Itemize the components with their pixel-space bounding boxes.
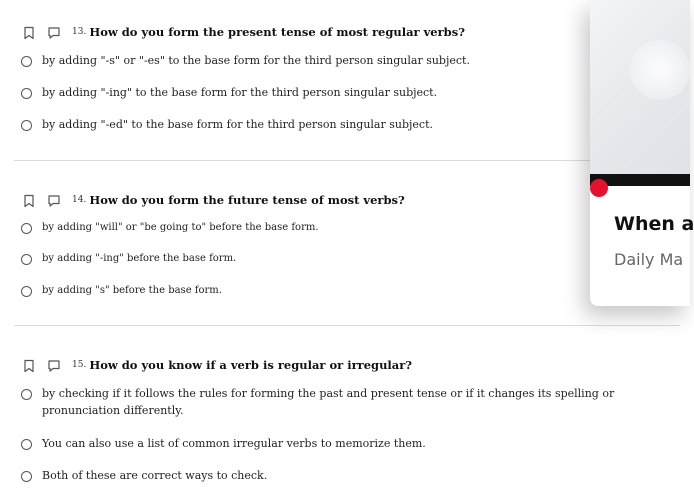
answer-option[interactable] [21, 438, 661, 452]
video-ad-card[interactable] [590, 0, 694, 306]
answer-option[interactable] [21, 87, 661, 101]
option-text: You can also use a list of common irregular verbs to memorize them. [42, 437, 426, 450]
progress-scrubber-handle[interactable] [590, 179, 608, 197]
option-text: by adding "s" before the base form. [42, 285, 222, 296]
answer-option[interactable] [21, 388, 661, 419]
question-number: 15. [72, 360, 87, 370]
ad-source: Daily Ma [614, 250, 684, 269]
answer-option[interactable] [21, 55, 661, 69]
ad-title[interactable]: When a [614, 213, 694, 235]
video-frame [630, 40, 690, 100]
answer-option[interactable] [21, 119, 661, 133]
comment-icon[interactable] [47, 193, 61, 207]
video-player[interactable] [590, 0, 690, 174]
radio-button[interactable] [21, 56, 32, 67]
comment-icon[interactable] [47, 358, 61, 372]
question-number: 13. [72, 27, 87, 37]
radio-button[interactable] [21, 88, 32, 99]
bookmark-icon[interactable] [22, 193, 36, 207]
divider [14, 325, 680, 326]
option-text: Both of these are correct ways to check. [42, 469, 268, 482]
question-header [22, 22, 465, 42]
question-text: How do you form the present tense of most regular verbs? [89, 25, 465, 39]
option-text: by adding "will" or "be going to" before the base form. [42, 222, 319, 233]
option-text: by adding "-ing" to the base form for the third person singular subject. [42, 86, 438, 99]
divider [14, 160, 680, 161]
question-number: 14. [72, 195, 87, 205]
bookmark-icon[interactable] [22, 358, 36, 372]
option-text: by adding "-s" or "-es" to the base form for the third person singular subject. [42, 54, 470, 67]
option-text: by adding "-ing" before the base form. [42, 253, 237, 264]
radio-button[interactable] [21, 254, 32, 265]
option-text: by adding "-ed" to the base form for the third person singular subject. [42, 118, 434, 131]
option-text: by checking if it follows the rules for forming the past and present tense or if it changes its spelling or pronunciation differently. [42, 387, 615, 417]
question-header [22, 355, 412, 375]
radio-button[interactable] [21, 471, 32, 482]
question-text: How do you know if a verb is regular or irregular? [89, 358, 413, 372]
bookmark-icon[interactable] [22, 25, 36, 39]
comment-icon[interactable] [47, 25, 61, 39]
answer-option[interactable] [21, 285, 661, 299]
answer-option[interactable] [21, 470, 661, 484]
question-header [22, 190, 405, 210]
radio-button[interactable] [21, 389, 32, 400]
radio-button[interactable] [21, 223, 32, 234]
answer-option[interactable] [21, 253, 661, 267]
radio-button[interactable] [21, 286, 32, 297]
radio-button[interactable] [21, 120, 32, 131]
radio-button[interactable] [21, 439, 32, 450]
question-text: How do you form the future tense of most verbs? [89, 193, 405, 207]
answer-option[interactable] [21, 222, 661, 236]
